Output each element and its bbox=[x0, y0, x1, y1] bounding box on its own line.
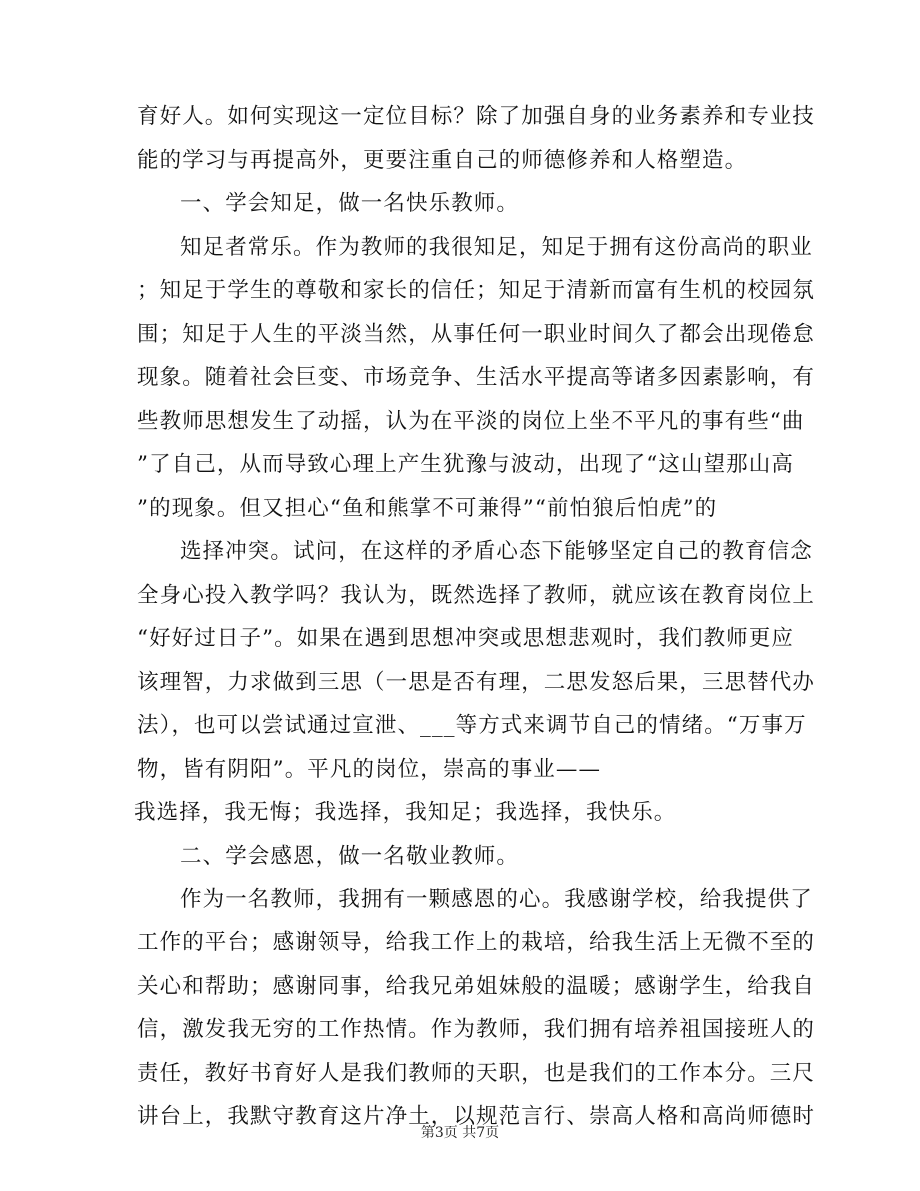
text-line: ”了自己，从而导致心理上产生犹豫与波动，出现了“这山望那山高 bbox=[137, 452, 794, 477]
text-line: 能的学习与再提高外，更要注重自己的师德修养和人格塑造。 bbox=[137, 148, 748, 173]
text-line: 责任，教好书育好人是我们教师的天职，也是我们的工作本分。三尺 bbox=[137, 1060, 816, 1086]
text-line: 选择冲突。试问，在这样的矛盾心态下能够坚定自己的教育信念 bbox=[180, 539, 813, 564]
text-line: 作为一名教师，我拥有一颗感恩的心。我感谢学校，给我提供了 bbox=[180, 887, 813, 912]
section-heading: 一、学会知足，做一名快乐教师。 bbox=[180, 191, 520, 216]
text-line: 法），也可以尝试通过宣泄、___等方式来调节自己的情绪。“万事万 bbox=[137, 713, 807, 738]
text-line: 信，激发我无穷的工作热情。作为教师，我们拥有培养祖国接班人的 bbox=[137, 1017, 816, 1043]
text-line: ”的现象。但又担心“鱼和熊掌不可兼得”“前怕狼后怕虎”的 bbox=[137, 496, 718, 521]
text-line: 工作的平台；感谢领导，给我工作上的栽培，给我生活上无微不至的 bbox=[137, 930, 816, 956]
text-line: 讲台上，我默守教育这片净土，以规范言行、崇高人格和高尚师德时 bbox=[137, 1104, 816, 1129]
text-line: “好好过日子”。如果在遇到思想冲突或思想悲观时，我们教师更应 bbox=[137, 626, 794, 651]
text-line: 现象。随着社会巨变、市场竞争、生活水平提高等诸多因素影响，有 bbox=[137, 365, 816, 390]
text-line: 些教师思想发生了动摇，认为在平淡的岗位上坐不平凡的事有些“曲 bbox=[137, 409, 805, 434]
text-line: ；知足于学生的尊敬和家长的信任；知足于清新而富有生机的校园氛 bbox=[137, 278, 816, 303]
text-line: 知足者常乐。作为教师的我很知足，知足于拥有这份高尚的职业 bbox=[180, 235, 813, 260]
text-line: 育好人。如何实现这一定位目标？除了加强自身的业务素养和专业技 bbox=[137, 104, 816, 129]
text-line: 该理智，力求做到三思（一思是否有理，二思发怒后果，三思替代办 bbox=[137, 670, 816, 695]
text-line: 全身心投入教学吗？我认为，既然选择了教师，就应该在教育岗位上 bbox=[137, 583, 816, 608]
text-line: 物，皆有阴阳”。平凡的岗位，崇高的事业—— bbox=[137, 757, 602, 782]
section-heading: 二、学会感恩，做一名敬业教师。 bbox=[180, 844, 520, 869]
text-line: 围；知足于人生的平淡当然，从事任何一职业时间久了都会出现倦怠 bbox=[137, 322, 816, 347]
text-line: 关心和帮助；感谢同事，给我兄弟姐妹般的温暖；感谢学生，给我自 bbox=[137, 973, 816, 999]
text-line: 我选择，我无悔；我选择，我知足；我选择，我快乐。 bbox=[134, 800, 677, 825]
page-footer: 第3页 共7页 bbox=[420, 1125, 500, 1141]
